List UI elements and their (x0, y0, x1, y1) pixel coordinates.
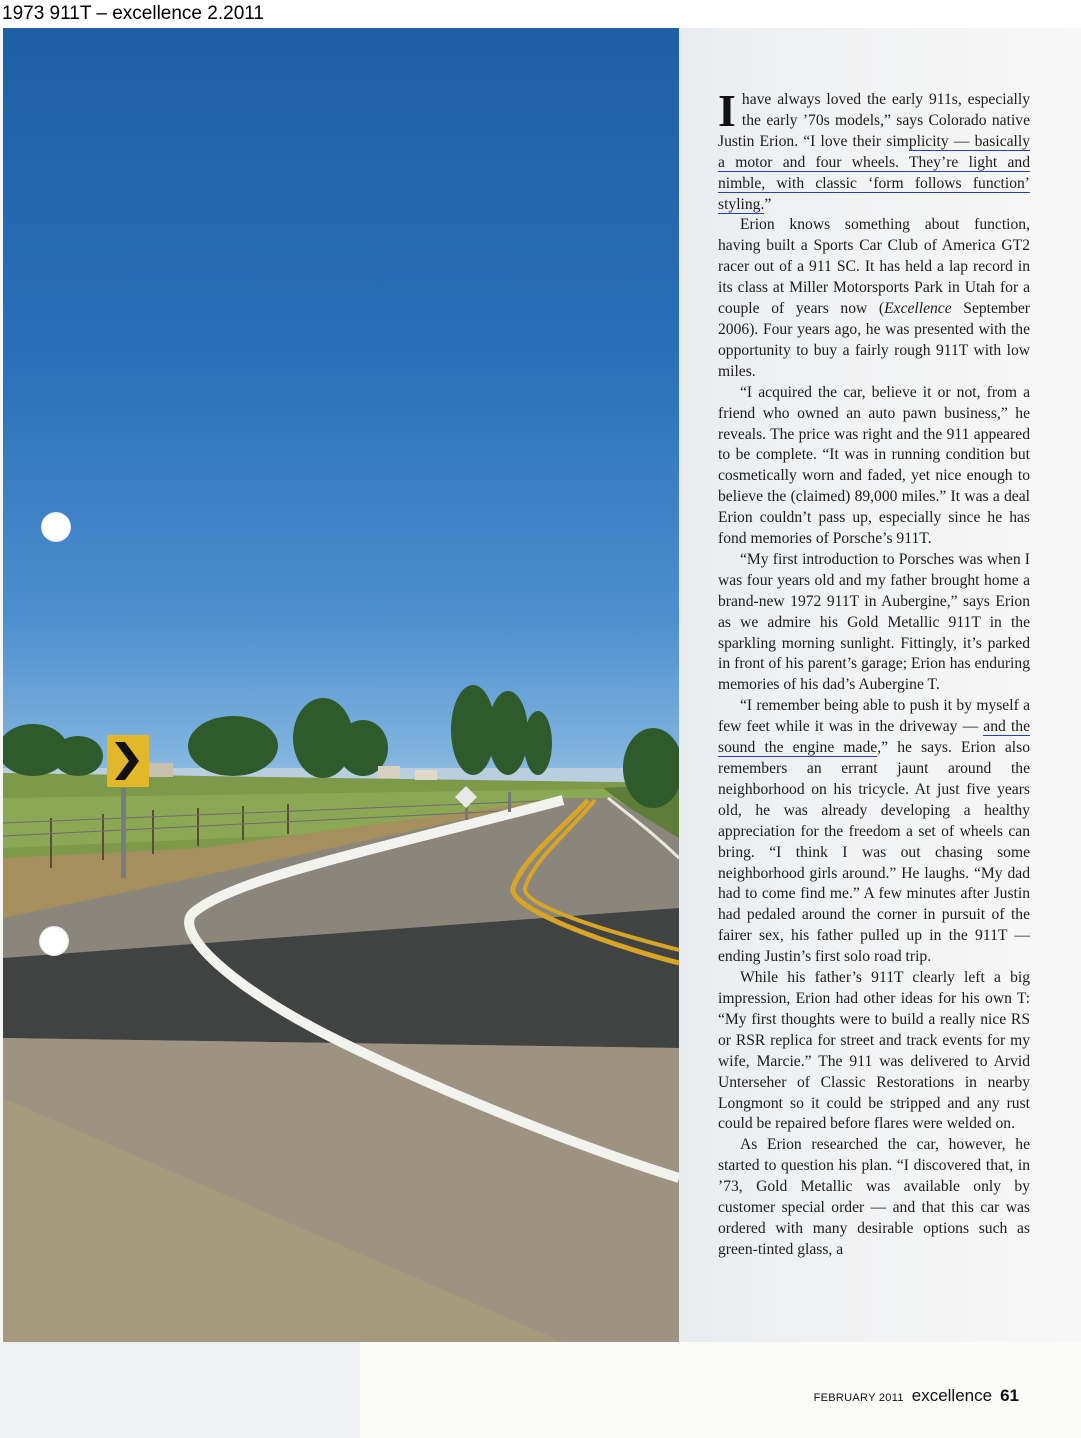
article-column (718, 85, 1030, 1261)
page-margin-shadow (0, 1342, 360, 1438)
road-scene-illustration (3, 28, 679, 1342)
article-paragraph: While his father’s 911T clearly left a big impression, Erion had other ideas for his own T: “My first thoughts were to build a really nice RS or RSR replica for street and track events for my wife, Marcie.” The 911 was delivered to Arvid Unterseher of Classic Restorations in nearby Longmont so it could be stripped and any rust could be repaired before flares were welded on. (718, 969, 1030, 1133)
underlined-quote: plicity — basically a motor and four wheels. They’re light and nimble, with classic ‘form follows function’ styling. (718, 132, 1030, 213)
article-paragraph: “I acquired the car, believe it or not, from a friend who owned an auto pawn business,” he reveals. The price was right and the 911 appeared to be complete. “It was in running condition but cosmetically worn and faded, yet nice enough to believe the (claimed) 89,000 miles.” It was a deal Erion couldn’t pass up, especially since he has fond memories of Porsche’s 911T. (718, 383, 1030, 548)
magazine-page (0, 28, 1081, 1438)
underlined-quote: and the sound the engine made (718, 718, 1030, 757)
document-header: 1973 911T – excellence 2.2011 (0, 0, 1081, 28)
punch-hole (41, 512, 71, 542)
magazine-name: excellence (911, 1386, 993, 1405)
page-footer (814, 1386, 1019, 1406)
issue-date: FEBRUARY 2011 (813, 1392, 904, 1404)
article-paragraph: “My first introduction to Porsches was when I was four years old and my father brought home a brand-new 1972 911T in Aubergine,” says Erion as we admire his Gold Metallic 911T in the sparkling morning sunlight. Fittingly, it’s parked in front of his parent’s garage; Erion has enduring memories of his dad’s Aubergine T. (718, 550, 1030, 694)
article-paragraph: As Erion researched the car, however, he started to question his plan. “I discovered that, in ’73, Gold Metallic was available only by customer special order — and that this car was ordered with many desirable options such as green-tinted glass, a (718, 1136, 1030, 1258)
road-photo (3, 28, 679, 1342)
drop-cap: I (718, 85, 736, 136)
page-number: 61 (1000, 1386, 1019, 1405)
article-paragraph: Erion knows something about function, having built a Sports Car Club of America GT2 racer out of a 911 SC. It has held a lap record in its class at Miller Motorsports Park in Utah for a couple of years now (Excellence September 2006). Four years ago, he was presented with the opportunity to buy a fairly rough 911T with low miles. (718, 216, 1030, 380)
article-paragraph: I have always loved the early 911s, especially the early ’70s models,” says Colorado native Justin Erion. “I love their simplicity — basically a motor and four wheels. They’re light and nimble, with classic ‘form follows function’ styling.” (718, 85, 1030, 213)
article-paragraph: “I remember being able to push it by myself a few feet while it was in the driveway — and the sound the engine made,” he says. Erion also remembers an errant jaunt around the neighborhood on his tricycle. At just five years old, he was already developing a healthy appreciation for the freedom a set of wheels can bring. “I think I was out chasing some neighborhood girls around.” He laughs. “My dad had to come find me.” A few minutes after Justin had pedaled around the corner in pursuit of the fairer sex, his father pulled up in the 911T — ending Justin’s first solo road trip. (718, 697, 1030, 966)
punch-hole (39, 926, 69, 956)
